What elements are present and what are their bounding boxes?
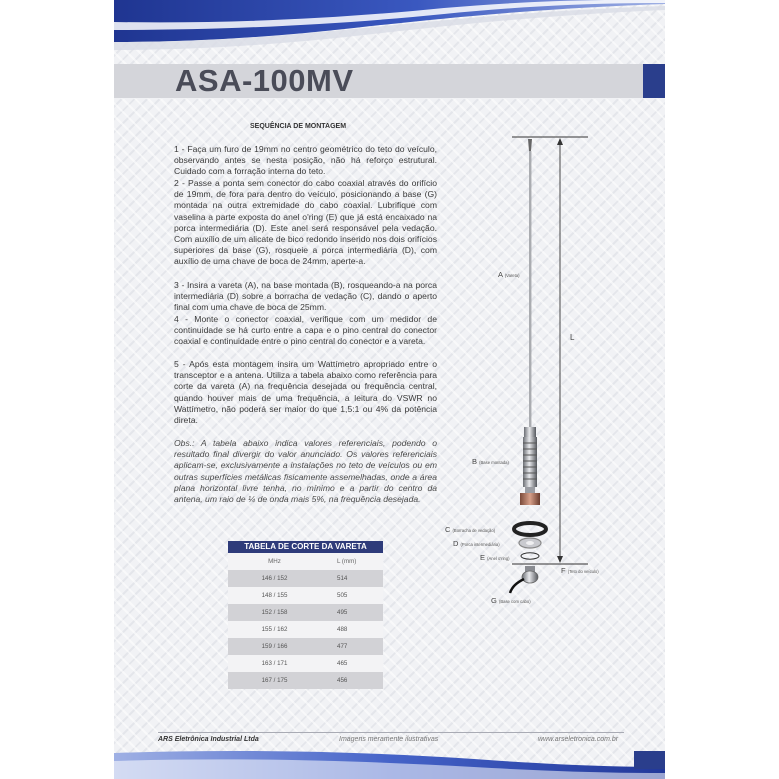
table-header-mhz: MHz [268, 558, 281, 565]
table-cell-length: 495 [337, 609, 348, 616]
rubber-seal-c [514, 523, 546, 535]
part-label-f [561, 566, 599, 575]
table-cell-mhz: 155 / 162 [261, 626, 288, 633]
top-wave-decoration [114, 0, 665, 60]
title-accent-square [643, 64, 665, 98]
table-cell-length: 505 [337, 592, 348, 599]
part-letter: G [491, 596, 497, 605]
page-title: ASA-100MV [175, 63, 354, 98]
footer-url: www.arseletronica.com.br [538, 736, 619, 743]
base-collar [524, 427, 536, 437]
whip-tip [528, 139, 532, 151]
part-letter: A [498, 270, 503, 279]
length-label: L [570, 333, 575, 342]
table-header-row [228, 553, 383, 570]
part-label-c [445, 525, 495, 534]
footer-note: Imagens meramente ilustrativas [339, 736, 439, 743]
bottom-wave-decoration [114, 745, 665, 779]
table-row [228, 604, 383, 621]
part-desc: (Anel o'ring) [487, 556, 510, 561]
part-label-e [480, 553, 510, 562]
base-copper-nut [520, 493, 540, 505]
part-desc: (Base com cabo) [498, 599, 531, 604]
part-label-g [491, 596, 531, 605]
base-with-cable-g [522, 571, 538, 583]
table-header-length: L (mm) [337, 558, 357, 565]
step-2: 2 - Passe a ponta sem conector do cabo coaxial através do orifício de 19mm, de fora para dentro do veículo, posicionando a base (G) montada na outra extremidade do cabo coaxial. Lubrifique com vaselina a parte exposta do anel o'ring (E) que já está encaixado na porca intermediária (D). Este anel será responsável pela vedação. Com auxílio de um alicate de bico redondo inserido nos dois orifícios superiores da base (G), rosqueie a porca intermediária (D), com auxílio de uma chave de boca de 24mm, aperte-a. [174, 178, 437, 267]
part-letter: E [480, 553, 486, 562]
part-label-a [498, 270, 520, 279]
table-cell-length: 488 [337, 626, 348, 633]
footer-divider [158, 732, 624, 733]
base-neck [525, 487, 535, 493]
footer-company: ARS Eletrônica Industrial Ltda [158, 736, 259, 743]
section-title: SEQUÊNCIA DE MONTAGEM [250, 123, 347, 130]
table-cell-length: 465 [337, 660, 348, 667]
step-3: 3 - Insira a vareta (A), na base montada (B), rosqueando-a na porca intermediária (D) sobre a borracha de vedação (C), dando o aperto final com uma chave de boca de 25mm. [174, 280, 437, 313]
table-row [228, 570, 383, 587]
step-5: 5 - Após esta montagem insira um Wattímetro apropriado entre o transceptor e a antena. Utiliza a tabela abaixo como referência para corte da vareta (A) na frequência desejada ou frequência central, quando houver mais de uma frequência, a leitura do VSWR no Wattímetro, não poderá ser maior do que 1,5:1 ou 4% da potência direta. [174, 359, 437, 426]
coax-cable [510, 579, 524, 593]
base-spring [523, 437, 537, 487]
part-letter: B [472, 457, 478, 466]
oring-e [521, 553, 539, 559]
table-cell-length: 514 [337, 575, 348, 582]
table-cell-length: 456 [337, 677, 348, 684]
table-cell-mhz: 163 / 171 [261, 660, 288, 667]
part-label-b [472, 457, 509, 466]
antenna-diagram [494, 125, 624, 615]
part-desc: (Teto do veículo) [567, 569, 599, 574]
footer-accent-square [634, 751, 665, 769]
step-4: 4 - Monte o conector coaxial, verifique com um medidor de continuidade se há curto entre a capa e o pino central do conector coaxial e continuidade entre o pino central do conector e a vareta. [174, 314, 437, 347]
table-cell-mhz: 159 / 166 [261, 643, 288, 650]
whip-vareta [529, 151, 531, 427]
table-row [228, 655, 383, 672]
part-letter: D [453, 539, 459, 548]
part-label-d [453, 539, 500, 548]
table-cell-mhz: 148 / 155 [261, 592, 288, 599]
observation-note: Obs.: A tabela abaixo indica valores referenciais, podendo o resultado final divergir do valor anunciado. Os valores referenciais aplicam-se, exclusivamente a instalações no teto de veículos ou em outras superfícies metálicas fisicamente assemelhadas, onde a área plana horizontal livre tenha, no mínimo e a partir do centro da antena, um raio de ¼ de onda mais 5%, na frequência desejada. [174, 438, 437, 505]
part-desc: (Vareta) [504, 273, 520, 278]
table-row [228, 621, 383, 638]
table-title: TABELA DE CORTE DA VARETA [228, 541, 383, 553]
part-desc: (Porca intermediária) [460, 542, 500, 547]
part-letter: F [561, 566, 566, 575]
cut-table [228, 541, 383, 689]
table-row [228, 672, 383, 689]
document-page [114, 0, 665, 779]
step-1: 1 - Faça um furo de 19mm no centro geométrico do teto do veículo, observando antes se nesta posição, não há reforço estrutural. Cuidado com a forração interna do teto. [174, 144, 437, 177]
table-row [228, 638, 383, 655]
part-desc: (Borracha de vedação) [452, 528, 496, 533]
part-desc: (Base montada) [479, 460, 509, 465]
table-cell-mhz: 152 / 158 [261, 609, 288, 616]
table-row [228, 587, 383, 604]
part-letter: C [445, 525, 451, 534]
table-cell-mhz: 167 / 175 [261, 677, 288, 684]
table-cell-mhz: 146 / 152 [261, 575, 288, 582]
table-cell-length: 477 [337, 643, 348, 650]
